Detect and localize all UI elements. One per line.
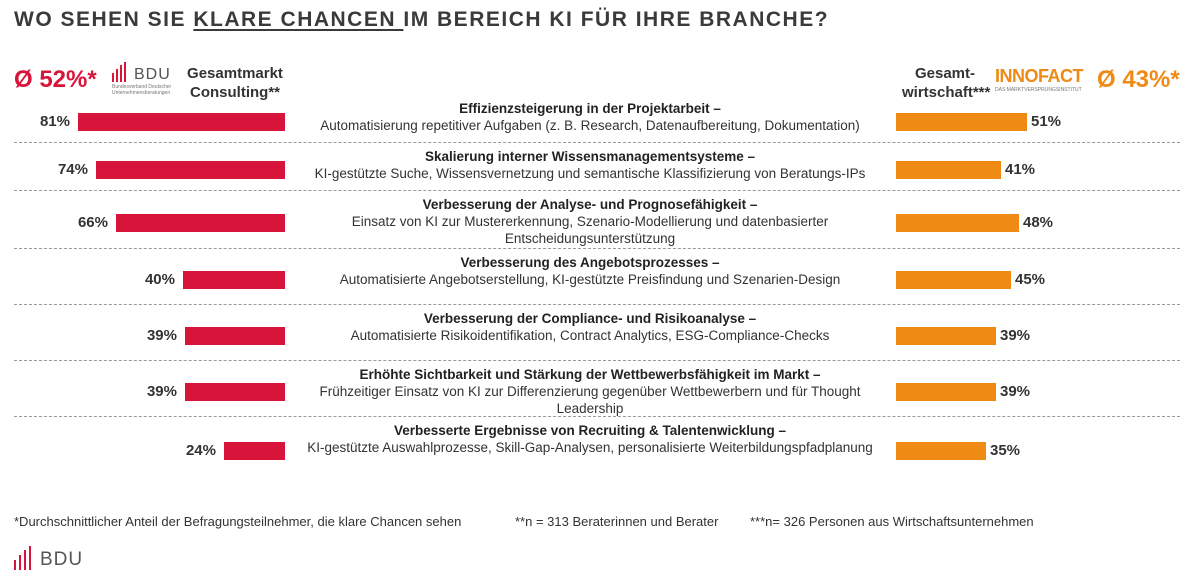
bdu-logo <box>112 62 182 102</box>
wirtschaft-bar <box>896 113 1027 131</box>
page-title <box>14 8 829 32</box>
row-separator <box>14 190 1180 191</box>
consulting-bar <box>96 161 285 179</box>
footnote-wirtschaft-n: ***n= 326 Personen aus Wirtschaftsunternehmen <box>750 514 1034 529</box>
consulting-bar <box>185 383 285 401</box>
consulting-value-label: 39% <box>146 383 177 400</box>
wirtschaft-bar <box>896 383 996 401</box>
consulting-value-label: 40% <box>144 271 175 288</box>
category-label <box>300 100 880 134</box>
consulting-value-label: 81% <box>39 113 70 130</box>
category-label <box>300 254 880 288</box>
category-detail: Automatisierung repetitiver Aufgaben (z. B. Research, Datenaufbereitung, Dokumentation) <box>320 118 860 133</box>
title-underlined: KLARE CHANCEN <box>193 8 404 31</box>
row-separator <box>14 142 1180 143</box>
consulting-value-label: 39% <box>146 327 177 344</box>
consulting-group-label: Gesamtmarkt Consulting** <box>187 65 283 101</box>
category-label <box>300 148 880 182</box>
innofact-logo-sub: DAS MARKTVERSPRUNGSINSTITUT <box>995 87 1082 93</box>
category-label <box>300 310 880 344</box>
innofact-logo <box>995 66 1085 96</box>
title-post: IM BEREICH KI FÜR IHRE BRANCHE? <box>403 8 830 31</box>
wirtschaft-bar <box>896 161 1001 179</box>
consulting-bar <box>183 271 285 289</box>
consulting-bar <box>116 214 285 232</box>
wirtschaft-bar <box>896 327 996 345</box>
consulting-value-label: 66% <box>77 214 108 231</box>
category-heading: Verbesserung des Angebotsprozesses – <box>460 255 720 270</box>
bdu-logo-bars-icon <box>112 62 134 82</box>
wirtschaft-value-label: 41% <box>1005 161 1036 178</box>
bdu-bottom-logo <box>14 546 94 572</box>
consulting-average: Ø 52%* <box>14 66 97 93</box>
footnote-average: *Durchschnittlicher Anteil der Befragungsteilnehmer, die klare Chancen sehen <box>14 514 462 529</box>
category-detail: Einsatz von KI zur Mustererkennung, Szenario-Modellierung und datenbasierter Entscheidungsunterstützung <box>351 214 829 246</box>
category-detail: Automatisierte Risikoidentifikation, Contract Analytics, ESG-Compliance-Checks <box>350 328 830 343</box>
wirtschaft-bar <box>896 271 1011 289</box>
category-heading: Verbesserung der Compliance- und Risikoanalyse – <box>423 311 757 326</box>
bdu-bottom-word: BDU <box>40 549 84 570</box>
category-label <box>300 422 880 456</box>
wirtschaft-value-label: 39% <box>1000 383 1031 400</box>
category-detail: KI-gestützte Auswahlprozesse, Skill-Gap-Analysen, personalisierte Weiterbildungspfadplanung <box>307 440 873 455</box>
wirtschaft-value-label: 45% <box>1015 271 1046 288</box>
category-heading: Skalierung interner Wissensmanagementsysteme – <box>424 149 755 164</box>
category-heading: Effizienzsteigerung in der Projektarbeit – <box>459 101 721 116</box>
category-detail: Automatisierte Angebotserstellung, KI-gestützte Preisfindung und Szenarien-Design <box>339 272 841 287</box>
innofact-logo-word: INNOFACT <box>995 66 1083 86</box>
wirtschaft-value-label: 35% <box>990 442 1021 459</box>
wirtschaft-value-label: 48% <box>1023 214 1054 231</box>
consulting-value-label: 24% <box>185 442 216 459</box>
consulting-bar <box>78 113 285 131</box>
bdu-bottom-bars-icon <box>14 546 40 570</box>
category-heading: Erhöhte Sichtbarkeit und Stärkung der Wettbewerbsfähigkeit im Markt – <box>359 367 821 382</box>
row-separator <box>14 416 1180 417</box>
category-label <box>300 366 880 417</box>
wirtschaft-bar <box>896 214 1019 232</box>
footnote-consulting-n: **n = 313 Beraterinnen und Berater <box>515 514 719 529</box>
consulting-bar <box>185 327 285 345</box>
bdu-logo-word: BDU <box>134 66 171 83</box>
wirtschaft-value-label: 39% <box>1000 327 1031 344</box>
consulting-bar <box>224 442 285 460</box>
category-heading: Verbesserte Ergebnisse von Recruiting & Talentenwicklung – <box>393 423 787 438</box>
category-heading: Verbesserung der Analyse- und Prognosefähigkeit – <box>422 197 758 212</box>
wirtschaft-average: Ø 43%* <box>1097 66 1180 93</box>
wirtschaft-bar <box>896 442 986 460</box>
wirtschaft-value-label: 51% <box>1031 113 1062 130</box>
category-label <box>300 196 880 247</box>
bdu-logo-sub: Bundesverband Deutscher Unternehmensberatungen <box>112 84 172 96</box>
wirtschaft-group-label: Gesamt-wirtschaft*** <box>902 65 991 101</box>
row-separator <box>14 304 1180 305</box>
category-detail: Frühzeitiger Einsatz von KI zur Differenzierung gegenüber Wettbewerbern und für Thought Leadership <box>319 384 861 416</box>
category-detail: KI-gestützte Suche, Wissensvernetzung und semantische Klassifizierung von Beratungs-IPs <box>314 166 866 181</box>
title-pre: WO SEHEN SIE <box>14 8 194 31</box>
row-separator <box>14 360 1180 361</box>
consulting-value-label: 74% <box>57 161 88 178</box>
row-separator <box>14 248 1180 249</box>
